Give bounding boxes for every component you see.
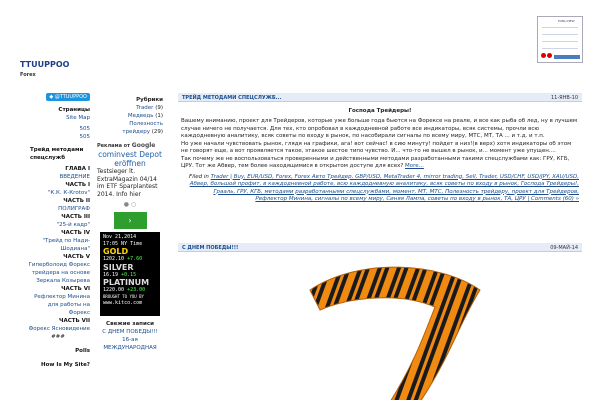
gold-time: 17:05 NY Time [103, 240, 143, 247]
main-content [178, 93, 582, 251]
chapter-link[interactable]: ### [51, 334, 65, 340]
category-list [97, 104, 163, 136]
site-subtitle: Forex [20, 72, 36, 78]
page-link-505[interactable]: 505 [79, 126, 90, 132]
post-1-paragraph: Так почему же не воспользоваться проверенными и действенными методами разработанными такими спецслужбами как: ГРУ, КГБ, ЦРУ. Тот же Абвер, тем более находящимися в открытом доступе для всех? [181, 155, 570, 169]
chapter-link[interactable]: ВВЕДЕНИЕ [59, 174, 90, 180]
post-1-heading: Господа Трейдеры! [348, 108, 412, 114]
category-link[interactable]: Медведь [127, 113, 154, 119]
category-item [97, 104, 163, 112]
chapter-heading: ЧАСТЬ III [61, 214, 90, 220]
category-link[interactable]: Trader [136, 105, 154, 111]
silver-label: SILVER [103, 262, 134, 272]
category-count: (9) [155, 105, 163, 111]
post-2-date: 09-МАЙ-14 [550, 244, 578, 251]
site-title[interactable]: TTUUPPOO [20, 60, 70, 69]
google-logo: Google [131, 142, 156, 149]
post-1-tags [178, 174, 582, 204]
page-link-505-b[interactable]: 505 [79, 134, 90, 140]
calendar-bar [554, 55, 580, 59]
chapter-link[interactable]: "Трейд по Нади-Шодиана" [42, 238, 90, 252]
silver-price: 16.19 [103, 271, 119, 278]
chapter-heading: ЧАСТЬ IV [61, 230, 90, 236]
star-icon [547, 53, 552, 58]
chapter-heading: ЧАСТЬ VII [59, 318, 90, 324]
more-link[interactable]: More... [405, 163, 424, 169]
category-link[interactable]: Полезность [129, 121, 163, 127]
category-count: (1) [155, 113, 163, 119]
ad-text[interactable]: Testsieger lt. ExtraMagazin 04/14 im ETF Sparplantest 2014. Info hier [97, 168, 158, 198]
middle-sidebar [97, 96, 163, 352]
brought-by: BROUGHT TO YOU BY [103, 293, 144, 299]
platinum-change: +23.00 [127, 287, 146, 293]
chapter-heading: ЧАСТЬ V [63, 254, 90, 260]
silver-change: +0.15 [121, 271, 137, 278]
gold-label: GOLD [103, 247, 129, 256]
category-link[interactable]: трейдеру [122, 129, 150, 135]
poll-question: How Is My Site? [41, 362, 90, 368]
post-1 [178, 93, 582, 204]
category-item [97, 128, 163, 136]
star-icon [541, 53, 546, 58]
post-2-title-link[interactable]: С ДНЕМ ПОБЕДЫ!!! [182, 244, 239, 251]
category-item [97, 120, 163, 128]
ad-title[interactable]: cominvest Depot eröffnen [98, 150, 162, 168]
ad-pagination[interactable]: ● ○ [123, 201, 137, 208]
post-2 [178, 243, 582, 252]
polls-heading: Polls [75, 348, 90, 354]
post-1-paragraph: Вашему вниманию, проект для Трейдеров, которые уже больше года бьются на Форексе на реале, и все как рыба об лед, ну в лучшем случае ничего не получается. Для тех, кто опробовал в каждодневной работе все индикаторы, всяк системы, прочли всю каждодневную аналитику, всяк советы по входу в рынок, по насобирали сигналы по всему миру, МТС, МТ, ТА ... и т.д. и т.п. [181, 118, 578, 139]
recent-post-link[interactable]: 16-ая [122, 337, 138, 343]
recent-heading: Свежие записи [106, 321, 154, 327]
ad-header: Реклама от Google [97, 142, 156, 149]
rubrics-heading: Рубрики [136, 97, 163, 103]
st-george-ribbon-image [300, 262, 500, 400]
twitter-icon: ◆ [49, 94, 55, 100]
chapter-link[interactable]: "25-й кадр" [56, 222, 90, 228]
twitter-follow-button[interactable]: ◆ @TTUUPPOO [46, 93, 90, 101]
left-sidebar [26, 93, 90, 369]
platinum-label: PLATINUM [103, 278, 150, 287]
chapter-heading: ГЛАВА I [65, 166, 90, 172]
chapter-heading: ЧАСТЬ I [65, 182, 90, 188]
post-2-header [178, 243, 582, 252]
post-1-header [178, 93, 582, 102]
chapter-link[interactable]: Рефлектор Минина для работы на Форекс [34, 294, 90, 316]
pages-heading: Страницы [58, 107, 90, 113]
calendar-label: PUBL/VIEW [558, 19, 575, 23]
ad-next-button[interactable]: › [114, 212, 147, 229]
chapter-link[interactable]: Форекс Ясновидение [28, 326, 90, 332]
chapter-link[interactable]: "К.К. К-Кrotov" [47, 190, 90, 196]
post-1-date: 11-ЯНВ-10 [551, 94, 578, 101]
method-list [26, 165, 90, 341]
recent-post-link[interactable]: С ДНЕМ ПОБЕДЫ!!! [102, 329, 158, 335]
tag-links[interactable]: Trader | Buy, EUR/USD, Forex, Forex Авто Трейдер, GBP/USD, MetaTrader 4, mirror trading, Sell, Trader, USD/CHF, USD/JPY, XAU/USD, Абвер, большой профит, в каждодневной работе, всю каждодневную аналитику, всяк советы по входу в рынок, Господа Трейдеры!, Грааль, ГРУ, КГБ, методами разработанными спецслужбами, момент, МТ, МТС, Полезность трейдеру, проект для Трейдеров, Рефлектор Минина, сигналы по всему миру, Синяя Лампа, советы по входу в рынок, ТА, ЦРУ | Comments (60) » [189, 173, 579, 202]
chapter-heading: ЧАСТЬ II [63, 198, 90, 204]
category-item [97, 112, 163, 120]
post-1-body [178, 118, 582, 171]
method-heading: Трейд методами спецслужб [30, 147, 84, 161]
kitco-gold-widget[interactable] [100, 232, 160, 316]
chapter-link[interactable]: ПОЛИГРАФ [58, 206, 90, 212]
platinum-price: 1220.00 [103, 287, 125, 293]
gold-change: +7.60 [127, 256, 143, 262]
gold-price: 1202.10 [103, 256, 125, 262]
gold-date: Nov 21,2014 [103, 234, 137, 240]
sitemap-link[interactable]: Site Map [66, 115, 90, 121]
chapter-link[interactable]: Гиперболоид Форекс трейдера на основе Зеркала Козырева [28, 262, 90, 284]
kitco-site: www.kitco.com [103, 300, 143, 306]
post-1-title-link[interactable]: ТРЕЙД МЕТОДАМИ СПЕЦСЛУЖБ... [182, 94, 282, 101]
site-header [0, 0, 600, 85]
chapter-heading: ЧАСТЬ VI [61, 286, 90, 292]
recent-list [97, 328, 163, 352]
filed-in-label: Filed in [189, 173, 209, 180]
calendar-widget[interactable] [537, 16, 583, 63]
category-count: (29) [151, 129, 163, 135]
post-1-paragraph: Но уже начали чувствовать рынок, глядя на графики, ага! вот сейчас! в сию минуту! пойдет в низ!(в верх) хотя индикаторы об этом не говорят еще, а вот проявляется такое, этакое шестое типо чувство. И... что-то не вышел в рынок, и... момент уже упущен.... [181, 140, 572, 154]
recent-post-link[interactable]: МЕЖДУНАРОДНАЯ [103, 345, 157, 351]
